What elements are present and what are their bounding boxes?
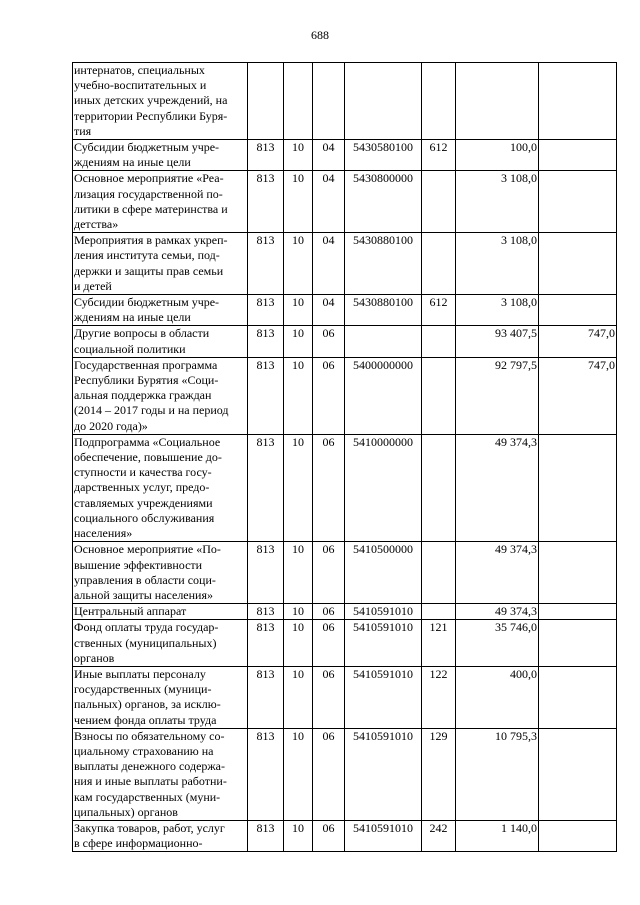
section-code-cell: 10 (284, 666, 313, 728)
amount-cell: 100,0 (456, 140, 539, 171)
admin-code-cell: 813 (248, 542, 284, 604)
amount-cell: 92 797,5 (456, 357, 539, 434)
amount-2-cell (539, 820, 617, 851)
amount-2-cell (539, 233, 617, 295)
subsection-code-cell: 06 (313, 542, 345, 604)
expense-type-cell (422, 604, 456, 620)
target-article-cell: 5430580100 (345, 140, 422, 171)
section-code-cell: 10 (284, 620, 313, 667)
amount-cell: 3 108,0 (456, 295, 539, 326)
target-article-cell: 5410000000 (345, 434, 422, 541)
section-code-cell: 10 (284, 233, 313, 295)
admin-code-cell: 813 (248, 820, 284, 851)
subsection-code-cell: 06 (313, 357, 345, 434)
row-name-cell: Иные выплаты персоналу государственных (муници- пальных) органов, за исклю- чением фонда оплаты труда (73, 666, 248, 728)
subsection-code-cell: 06 (313, 728, 345, 820)
row-name-cell: Центральный аппарат (73, 604, 248, 620)
admin-code-cell: 813 (248, 357, 284, 434)
row-name-cell: Фонд оплаты труда государ- ственных (муниципальных) органов (73, 620, 248, 667)
target-article-cell (345, 326, 422, 357)
amount-cell: 93 407,5 (456, 326, 539, 357)
expense-type-cell: 122 (422, 666, 456, 728)
admin-code-cell: 813 (248, 326, 284, 357)
amount-cell (456, 63, 539, 140)
section-code-cell: 10 (284, 542, 313, 604)
amount-2-cell (539, 728, 617, 820)
target-article-cell (345, 63, 422, 140)
amount-2-cell (539, 604, 617, 620)
row-name-cell: интернатов, специальных учебно-воспитательных и иных детских учреждений, на территории Республики Буря- тия (73, 63, 248, 140)
subsection-code-cell: 04 (313, 140, 345, 171)
subsection-code-cell: 06 (313, 620, 345, 667)
section-code-cell: 10 (284, 171, 313, 233)
target-article-cell: 5410591010 (345, 604, 422, 620)
table-row (73, 434, 617, 541)
admin-code-cell: 813 (248, 140, 284, 171)
target-article-cell: 5430880100 (345, 233, 422, 295)
table-row (73, 233, 617, 295)
table-row (73, 63, 617, 140)
section-code-cell: 10 (284, 140, 313, 171)
row-name-cell: Закупка товаров, работ, услуг в сфере информационно- (73, 820, 248, 851)
target-article-cell: 5410591010 (345, 728, 422, 820)
target-article-cell: 5410591010 (345, 620, 422, 667)
target-article-cell: 5400000000 (345, 357, 422, 434)
section-code-cell: 10 (284, 434, 313, 541)
admin-code-cell: 813 (248, 233, 284, 295)
admin-code-cell: 813 (248, 620, 284, 667)
amount-2-cell (539, 63, 617, 140)
expense-type-cell (422, 63, 456, 140)
amount-cell: 49 374,3 (456, 604, 539, 620)
expense-type-cell (422, 326, 456, 357)
subsection-code-cell: 04 (313, 171, 345, 233)
amount-cell: 10 795,3 (456, 728, 539, 820)
target-article-cell: 5430800000 (345, 171, 422, 233)
row-name-cell: Взносы по обязательному со- циальному страхованию на выплаты денежного содержа- ния и иные выплаты работни- кам государственных (муни- ципальных) органов (73, 728, 248, 820)
subsection-code-cell (313, 63, 345, 140)
admin-code-cell (248, 63, 284, 140)
target-article-cell: 5430880100 (345, 295, 422, 326)
amount-2-cell (539, 620, 617, 667)
table-row (73, 542, 617, 604)
table-row (73, 171, 617, 233)
table-row (73, 620, 617, 667)
expense-type-cell (422, 233, 456, 295)
subsection-code-cell: 06 (313, 604, 345, 620)
table-row (73, 326, 617, 357)
table-row (73, 140, 617, 171)
section-code-cell: 10 (284, 604, 313, 620)
row-name-cell: Другие вопросы в области социальной политики (73, 326, 248, 357)
table-row (73, 357, 617, 434)
subsection-code-cell: 04 (313, 295, 345, 326)
section-code-cell: 10 (284, 820, 313, 851)
expense-type-cell (422, 171, 456, 233)
amount-2-cell (539, 295, 617, 326)
amount-2-cell (539, 666, 617, 728)
row-name-cell: Государственная программа Республики Бурятия «Соци- альная поддержка граждан (2014 – 2017 годы и на период до 2020 года)» (73, 357, 248, 434)
amount-cell: 1 140,0 (456, 820, 539, 851)
admin-code-cell: 813 (248, 295, 284, 326)
page-number: 688 (311, 28, 329, 42)
admin-code-cell: 813 (248, 666, 284, 728)
expense-type-cell: 612 (422, 295, 456, 326)
subsection-code-cell: 06 (313, 434, 345, 541)
row-name-cell: Субсидии бюджетным учре- ждениям на иные цели (73, 295, 248, 326)
target-article-cell: 5410500000 (345, 542, 422, 604)
expense-type-cell (422, 542, 456, 604)
section-code-cell: 10 (284, 357, 313, 434)
subsection-code-cell: 06 (313, 326, 345, 357)
table-row (73, 604, 617, 620)
amount-2-cell (539, 434, 617, 541)
row-name-cell: Основное мероприятие «По- вышение эффективности управления в области соци- альной защиты населения» (73, 542, 248, 604)
section-code-cell: 10 (284, 326, 313, 357)
expense-type-cell: 121 (422, 620, 456, 667)
row-name-cell: Мероприятия в рамках укреп- ления института семьи, под- держки и защиты прав семьи и детей (73, 233, 248, 295)
table-row (73, 666, 617, 728)
expense-type-cell (422, 434, 456, 541)
table-row (73, 820, 617, 851)
expense-type-cell (422, 357, 456, 434)
admin-code-cell: 813 (248, 171, 284, 233)
amount-cell: 35 746,0 (456, 620, 539, 667)
expense-type-cell: 129 (422, 728, 456, 820)
amount-cell: 3 108,0 (456, 171, 539, 233)
amount-cell: 49 374,3 (456, 434, 539, 541)
amount-2-cell (539, 140, 617, 171)
section-code-cell (284, 63, 313, 140)
amount-2-cell (539, 171, 617, 233)
row-name-cell: Основное мероприятие «Реа- лизация государственной по- литики в сфере материнства и детства» (73, 171, 248, 233)
amount-2-cell (539, 542, 617, 604)
row-name-cell: Подпрограмма «Социальное обеспечение, повышение до- ступности и качества госу- дарственных услуг, предо- ставляемых учреждениями социального обслуживания населения» (73, 434, 248, 541)
budget-table (72, 62, 617, 852)
target-article-cell: 5410591010 (345, 666, 422, 728)
admin-code-cell: 813 (248, 604, 284, 620)
amount-cell: 49 374,3 (456, 542, 539, 604)
subsection-code-cell: 06 (313, 820, 345, 851)
admin-code-cell: 813 (248, 434, 284, 541)
table-row (73, 728, 617, 820)
subsection-code-cell: 04 (313, 233, 345, 295)
subsection-code-cell: 06 (313, 666, 345, 728)
amount-2-cell: 747,0 (539, 357, 617, 434)
amount-2-cell: 747,0 (539, 326, 617, 357)
expense-type-cell: 242 (422, 820, 456, 851)
table-row (73, 295, 617, 326)
budget-table-body (73, 63, 617, 852)
section-code-cell: 10 (284, 295, 313, 326)
admin-code-cell: 813 (248, 728, 284, 820)
row-name-cell: Субсидии бюджетным учре- ждениям на иные цели (73, 140, 248, 171)
target-article-cell: 5410591010 (345, 820, 422, 851)
expense-type-cell: 612 (422, 140, 456, 171)
amount-cell: 3 108,0 (456, 233, 539, 295)
section-code-cell: 10 (284, 728, 313, 820)
amount-cell: 400,0 (456, 666, 539, 728)
